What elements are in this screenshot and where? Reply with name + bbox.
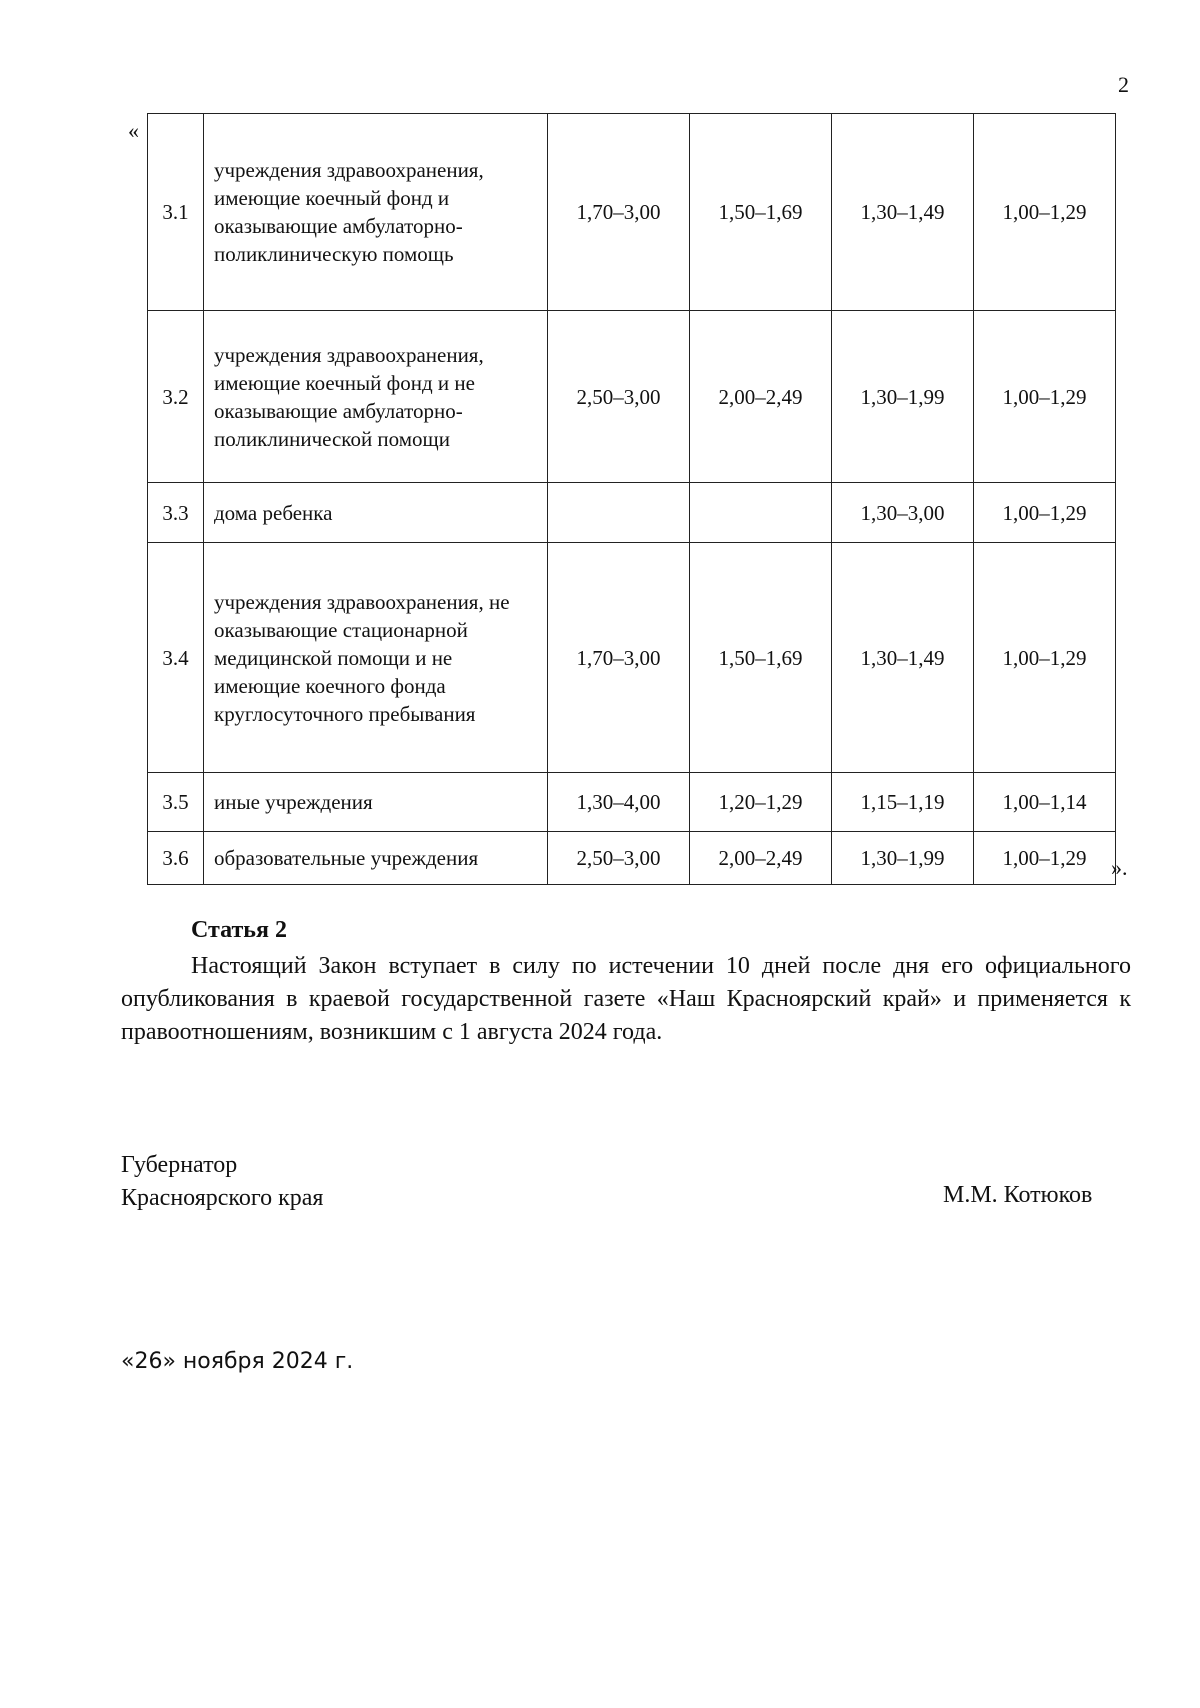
- coefficient-value: 1,70–3,00: [548, 114, 690, 311]
- row-number: 3.5: [148, 773, 204, 832]
- table-row: [148, 114, 1116, 311]
- article-text: Настоящий Закон вступает в силу по истечении 10 дней после дня его официального опубликования в краевой государственной газете «Наш Красноярский край» и применяется к правоотношениям, возникшим с 1 августа 2024 года.: [121, 953, 1131, 1045]
- coefficient-value: 1,30–3,00: [832, 483, 974, 543]
- coefficient-table: [147, 113, 1116, 885]
- coefficient-value: 1,30–4,00: [548, 773, 690, 832]
- coefficient-value: 1,50–1,69: [690, 114, 832, 311]
- institution-type: учреждения здравоохранения, имеющие коечный фонд и оказывающие амбулаторно-поликлиническую помощь: [204, 114, 548, 311]
- table-row: [148, 773, 1116, 832]
- institution-type: учреждения здравоохранения, не оказывающие стационарной медицинской помощи и не имеющие коечного фонда круглосуточного пребывания: [204, 543, 548, 773]
- coefficient-value: 1,00–1,29: [974, 483, 1116, 543]
- institution-type: иные учреждения: [204, 773, 548, 832]
- row-number: 3.6: [148, 832, 204, 885]
- row-number: 3.2: [148, 311, 204, 483]
- coefficient-value: 1,00–1,14: [974, 773, 1116, 832]
- page-number: 2: [1118, 72, 1129, 97]
- coefficient-value: [548, 483, 690, 543]
- coefficient-value: 1,30–1,99: [832, 311, 974, 483]
- row-number: 3.1: [148, 114, 204, 311]
- institution-type: образовательные учреждения: [204, 832, 548, 885]
- coefficient-value: 1,00–1,29: [974, 543, 1116, 773]
- signatory-name: М.М. Котюков: [943, 1182, 1093, 1208]
- row-number: 3.4: [148, 543, 204, 773]
- coefficient-value: 1,00–1,29: [974, 832, 1116, 885]
- coefficient-value: [690, 483, 832, 543]
- coefficient-value: 1,00–1,29: [974, 114, 1116, 311]
- table-row: [148, 311, 1116, 483]
- coefficient-value: 1,30–1,49: [832, 114, 974, 311]
- signing-date: «26» ноября 2024 г.: [121, 1349, 354, 1374]
- coefficient-value: 1,30–1,49: [832, 543, 974, 773]
- institution-type: учреждения здравоохранения, имеющие коечный фонд и не оказывающие амбулаторно-поликлинической помощи: [204, 311, 548, 483]
- opening-quote-mark: «: [128, 118, 139, 143]
- row-number: 3.3: [148, 483, 204, 543]
- coefficient-value: 1,50–1,69: [690, 543, 832, 773]
- coefficient-value: 1,00–1,29: [974, 311, 1116, 483]
- signatory-title-line: Красноярского края: [121, 1185, 324, 1211]
- coefficient-value: 1,30–1,99: [832, 832, 974, 885]
- coefficient-value: 2,00–2,49: [690, 832, 832, 885]
- table-row: [148, 832, 1116, 885]
- coefficient-value: 2,00–2,49: [690, 311, 832, 483]
- closing-quote-mark: ».: [1111, 855, 1128, 880]
- coefficient-value: 2,50–3,00: [548, 311, 690, 483]
- table-row: [148, 483, 1116, 543]
- coefficient-value: 1,20–1,29: [690, 773, 832, 832]
- coefficient-value: 2,50–3,00: [548, 832, 690, 885]
- table-row: [148, 543, 1116, 773]
- article-title: Статья 2: [191, 917, 287, 943]
- signatory-title-line: Губернатор: [121, 1152, 238, 1178]
- institution-type: дома ребенка: [204, 483, 548, 543]
- signatory-title: [121, 1149, 323, 1215]
- coefficient-value: 1,15–1,19: [832, 773, 974, 832]
- coefficient-value: 1,70–3,00: [548, 543, 690, 773]
